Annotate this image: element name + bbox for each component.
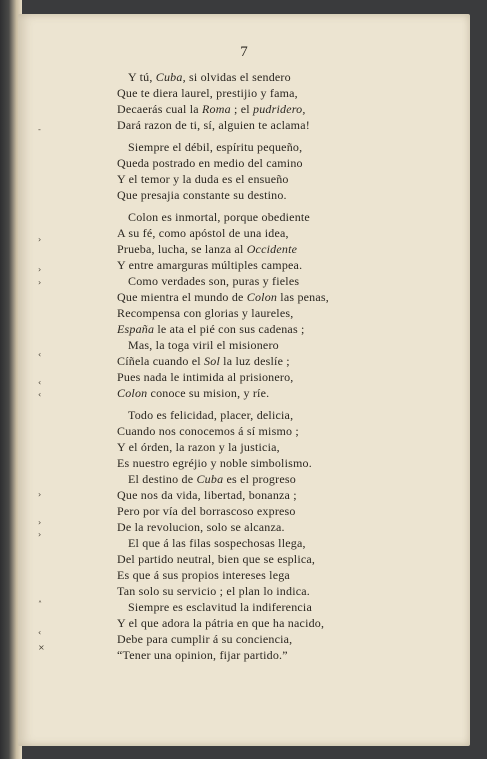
line-text: le ata el pié con sus cadenas ; [154,322,305,336]
line-text: Cíñela cuando el [117,354,205,368]
line-text: Que mientra el mundo de [117,290,247,304]
poem-line [117,322,305,337]
poem-line [117,172,289,187]
line-text: Cuando nos conocemos á sí mismo ; [117,424,299,438]
poem-line [117,226,289,241]
poem-line [128,600,312,615]
poem-line [117,424,299,439]
margin-mark: ‹ [38,390,42,399]
poem-line [128,408,293,423]
poem-line [117,648,288,663]
line-text: las penas, [277,290,329,304]
poem-line [117,258,302,273]
margin-mark: - [38,125,41,134]
line-text: Que nos da vida, libertad, bonanza ; [117,488,297,502]
poem-line [117,102,306,117]
line-text: Mas, la toga viril el misionero [128,338,279,352]
italic-word: Cuba [196,472,224,486]
line-text: A su fé, como apóstol de una idea, [117,226,289,240]
poem-line [128,70,291,85]
line-text: De la revolucion, solo se alcanza. [117,520,285,534]
line-text: es el progreso [223,472,296,486]
line-text: Y el que adora la pátria en que ha nacido, [117,616,325,630]
line-text: Debe para cumplir á su conciencia, [117,632,293,646]
margin-mark: › [38,530,42,539]
poem-line [117,632,292,647]
italic-word: Roma [202,102,231,116]
line-text: Y el órden, la razon y la justicia, [117,440,280,454]
margin-mark: › [38,490,42,499]
poem-line [128,536,306,551]
line-text: Colon es inmortal, porque obediente [128,210,310,224]
line-text: Pues nada le intimida al prisionero, [117,370,294,384]
line-text: Que te diera laurel, prestijio y fama, [117,86,298,100]
line-text: si olvidas el sendero [185,70,291,84]
poem-line [117,156,303,171]
line-text: conoce su mision, y ríe. [147,386,270,400]
margin-mark: › [38,278,42,287]
line-text: Decaerás cual la [117,102,203,116]
italic-word: Sol [204,354,220,368]
poem-line [117,188,287,203]
margin-mark: ˄ [38,600,42,609]
line-text: El destino de [128,472,197,486]
line-text: Es que á sus propios intereses lega [117,568,290,582]
margin-mark: › [38,518,42,527]
line-text: Siempre el débil, espíritu pequeño, [128,140,303,154]
margin-mark: ‹ [38,378,42,387]
poem-line [117,504,296,519]
poem-line [117,370,294,385]
line-text: Del partido neutral, bien que se esplica, [117,552,316,566]
line-text: Como verdades son, puras y fieles [128,274,300,288]
poem-line [117,584,310,599]
line-text: Todo es felicidad, placer, delicia, [128,408,294,422]
poem-line [117,616,324,631]
poem-line [117,354,290,369]
italic-word: Occidente [246,242,298,256]
poem-line [128,140,302,155]
line-text: la luz deslíe ; [219,354,290,368]
poem-line [117,552,315,567]
line-text: Y tú, [128,70,156,84]
line-text: Pero por vía del borrascoso expreso [117,504,296,518]
poem-line [128,472,296,487]
line-text: Que presajia constante su destino. [117,188,287,202]
line-text: Siempre es esclavitud la indiferencia [128,600,312,614]
line-text: Recompensa con glorias y laureles, [117,306,294,320]
poem-line [117,386,269,401]
poem-line [117,440,280,455]
poem-line [117,520,285,535]
italic-word: España [117,322,155,336]
line-text: Y entre amarguras múltiples campea. [117,258,303,272]
margin-mark: › [38,265,42,274]
line-text: Prueba, lucha, se lanza al [117,242,247,256]
margin-mark: › [38,235,42,244]
italic-word: pudridero, [253,102,306,116]
line-text: Queda postrado en medio del camino [117,156,303,170]
line-text: Dará razon de ti, sí, alguien te aclama! [117,118,310,132]
poem-line [128,210,310,225]
margin-mark: ‹ [38,628,42,637]
poem-line [117,488,297,503]
line-text: Tan solo su servicio ; el plan lo indica. [117,584,310,598]
margin-mark: ‹ [38,350,42,359]
poem-line [117,290,329,305]
page-number: 7 [240,44,248,60]
line-text: El que á las filas sospechosas llega, [128,536,306,550]
line-text: ; el [230,102,254,116]
poem-line [117,568,290,583]
book-page [18,14,470,746]
poem-line [117,118,310,133]
poem-line [128,338,279,353]
italic-word: Colon [246,290,278,304]
poem-line [117,242,297,257]
poem-line [117,306,293,321]
line-text: Y el temor y la duda es el ensueño [117,172,289,186]
poem-line [117,86,298,101]
line-text: Es nuestro egréjio y noble simbolismo. [117,456,312,470]
italic-word: Colon [117,386,148,400]
poem-line [128,274,299,289]
line-text: “Tener una opinion, fijar partido.” [117,648,288,662]
margin-mark: × [38,643,45,652]
poem-line [117,456,312,471]
italic-word: Cuba, [155,70,186,84]
